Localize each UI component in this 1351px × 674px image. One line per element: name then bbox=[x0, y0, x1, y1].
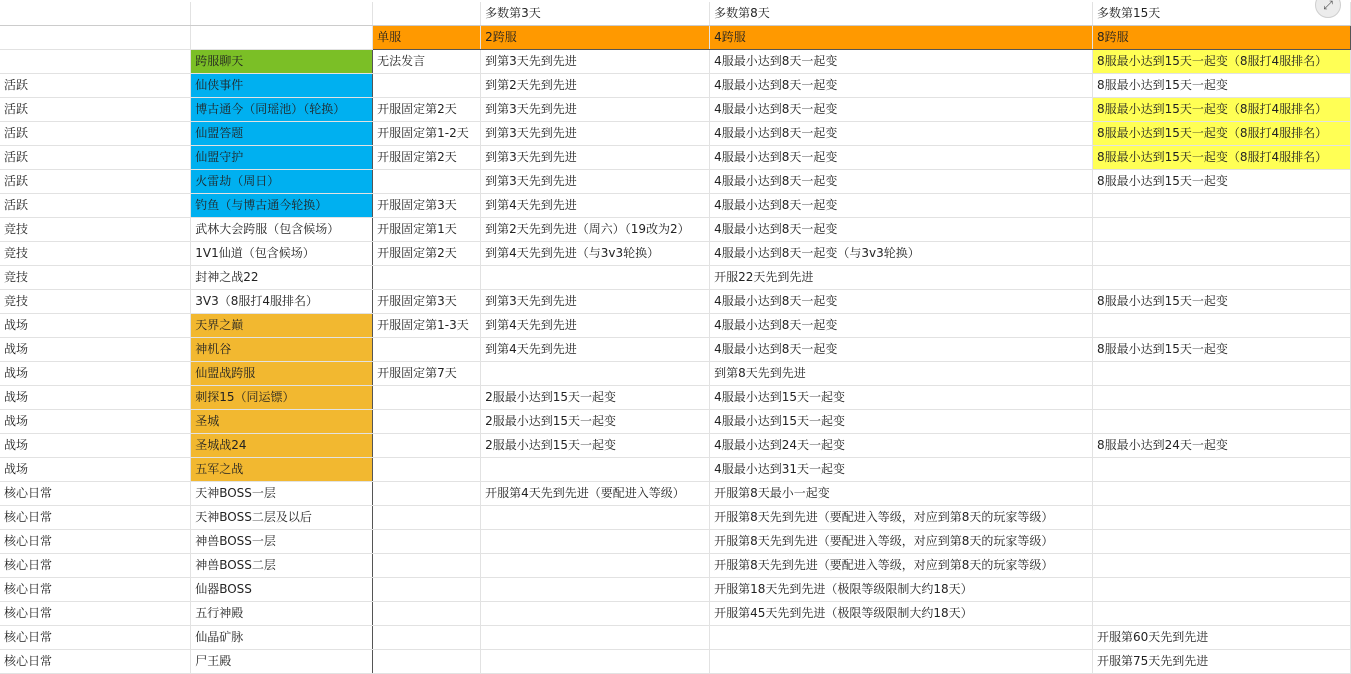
table-row bbox=[0, 530, 1351, 554]
table-row bbox=[0, 434, 1351, 458]
category-cell[interactable]: 活跃 bbox=[0, 194, 191, 218]
spreadsheet-grid bbox=[0, 2, 1351, 674]
cross2-cell[interactable]: 2服最小达到15天一起变 bbox=[481, 434, 710, 458]
activity-name-cell[interactable]: 天神BOSS一层 bbox=[191, 482, 373, 506]
single-server-cell[interactable]: 开服固定第2天 bbox=[373, 146, 481, 170]
activity-name-cell[interactable]: 封神之战22 bbox=[191, 266, 373, 290]
activity-name-cell[interactable]: 仙器BOSS bbox=[191, 578, 373, 602]
table-row bbox=[0, 650, 1351, 674]
category-cell[interactable]: 核心日常 bbox=[0, 626, 191, 650]
single-server-cell[interactable] bbox=[373, 458, 481, 482]
cross4-cell[interactable]: 4服最小达到8天一起变 bbox=[710, 74, 1093, 98]
table-row bbox=[0, 146, 1351, 170]
activity-name-cell[interactable]: 跨服聊天 bbox=[191, 50, 373, 74]
cross2-cell[interactable] bbox=[481, 530, 710, 554]
header-single-server[interactable]: 单服 bbox=[373, 26, 481, 50]
cross8-cell[interactable]: 8服最小达到15天一起变（8服打4服排名） bbox=[1093, 50, 1351, 74]
category-cell[interactable]: 战场 bbox=[0, 410, 191, 434]
cross4-cell[interactable]: 4服最小达到15天一起变 bbox=[710, 386, 1093, 410]
single-server-cell[interactable] bbox=[373, 530, 481, 554]
cross2-cell[interactable]: 2服最小达到15天一起变 bbox=[481, 386, 710, 410]
activity-name-cell[interactable]: 神兽BOSS一层 bbox=[191, 530, 373, 554]
category-cell[interactable]: 战场 bbox=[0, 386, 191, 410]
activity-name-cell[interactable]: 神兽BOSS二层 bbox=[191, 554, 373, 578]
cross4-cell[interactable]: 4服最小达到8天一起变 bbox=[710, 194, 1093, 218]
single-server-cell[interactable] bbox=[373, 554, 481, 578]
cross4-cell[interactable]: 开服第18天先到先进（极限等级限制大约18天） bbox=[710, 578, 1093, 602]
activity-name-cell[interactable]: 仙盟战跨服 bbox=[191, 362, 373, 386]
category-cell[interactable]: 竞技 bbox=[0, 242, 191, 266]
cross4-cell[interactable] bbox=[710, 650, 1093, 674]
cross2-cell[interactable] bbox=[481, 602, 710, 626]
cross2-cell[interactable]: 到第2天先到先进 bbox=[481, 74, 710, 98]
cross4-cell[interactable]: 开服第45天先到先进（极限等级限制大约18天） bbox=[710, 602, 1093, 626]
single-server-cell[interactable]: 开服固定第2天 bbox=[373, 98, 481, 122]
cross8-cell[interactable]: 开服第60天先到先进 bbox=[1093, 626, 1351, 650]
cross4-cell[interactable]: 4服最小达到8天一起变 bbox=[710, 50, 1093, 74]
cross2-cell[interactable]: 到第3天先到先进 bbox=[481, 290, 710, 314]
category-cell[interactable] bbox=[0, 50, 191, 74]
single-server-cell[interactable] bbox=[373, 650, 481, 674]
category-cell[interactable]: 核心日常 bbox=[0, 482, 191, 506]
activity-name-cell[interactable]: 神机谷 bbox=[191, 338, 373, 362]
table-row bbox=[0, 98, 1351, 122]
category-cell[interactable]: 活跃 bbox=[0, 122, 191, 146]
cross2-cell[interactable]: 到第4天先到先进 bbox=[481, 314, 710, 338]
activity-name-cell[interactable]: 仙盟守护 bbox=[191, 146, 373, 170]
cross4-cell[interactable]: 4服最小达到15天一起变 bbox=[710, 410, 1093, 434]
cross4-cell[interactable]: 4服最小达到8天一起变 bbox=[710, 218, 1093, 242]
category-cell[interactable]: 战场 bbox=[0, 434, 191, 458]
activity-name-cell[interactable]: 天界之巅 bbox=[191, 314, 373, 338]
header-cross2[interactable]: 2跨服 bbox=[481, 26, 710, 50]
cross4-cell[interactable]: 开服第8天先到先进（要配进入等级，对应到第8天的玩家等级） bbox=[710, 506, 1093, 530]
table-row bbox=[0, 506, 1351, 530]
cross8-cell[interactable]: 8服最小达到15天一起变 bbox=[1093, 290, 1351, 314]
cross8-cell[interactable] bbox=[1093, 410, 1351, 434]
single-server-cell[interactable]: 开服固定第1-3天 bbox=[373, 314, 481, 338]
activity-name-cell[interactable]: 刺探15（同运镖） bbox=[191, 386, 373, 410]
cell[interactable] bbox=[373, 2, 481, 26]
single-server-cell[interactable]: 开服固定第3天 bbox=[373, 290, 481, 314]
header-cross8[interactable]: 8跨服 bbox=[1093, 26, 1351, 50]
cross2-cell[interactable] bbox=[481, 506, 710, 530]
cross4-cell[interactable]: 4服最小达到8天一起变 bbox=[710, 122, 1093, 146]
cross8-cell[interactable] bbox=[1093, 458, 1351, 482]
activity-name-cell[interactable]: 天神BOSS二层及以后 bbox=[191, 506, 373, 530]
category-cell[interactable]: 战场 bbox=[0, 362, 191, 386]
activity-name-cell[interactable]: 1V1仙道（包含候场） bbox=[191, 242, 373, 266]
table-row bbox=[0, 290, 1351, 314]
sheet-body bbox=[0, 2, 1351, 674]
cross4-cell[interactable]: 开服22天先到先进 bbox=[710, 266, 1093, 290]
cross8-cell[interactable] bbox=[1093, 266, 1351, 290]
cross8-cell[interactable] bbox=[1093, 194, 1351, 218]
table-row bbox=[0, 194, 1351, 218]
cross2-cell[interactable]: 到第2天先到先进（周六）（19改为2） bbox=[481, 218, 710, 242]
cross8-cell[interactable] bbox=[1093, 578, 1351, 602]
category-cell[interactable]: 核心日常 bbox=[0, 506, 191, 530]
activity-name-cell[interactable]: 圣城 bbox=[191, 410, 373, 434]
phase-day3-cell[interactable]: 多数第3天 bbox=[481, 2, 710, 26]
cross8-cell[interactable] bbox=[1093, 506, 1351, 530]
category-cell[interactable]: 核心日常 bbox=[0, 602, 191, 626]
cross4-cell[interactable]: 开服第8天最小一起变 bbox=[710, 482, 1093, 506]
table-row bbox=[0, 122, 1351, 146]
category-cell[interactable]: 活跃 bbox=[0, 74, 191, 98]
category-cell[interactable]: 核心日常 bbox=[0, 650, 191, 674]
cross2-cell[interactable]: 开服第4天先到先进（要配进入等级） bbox=[481, 482, 710, 506]
cross4-cell[interactable]: 4服最小达到24天一起变 bbox=[710, 434, 1093, 458]
category-cell[interactable]: 活跃 bbox=[0, 98, 191, 122]
table-row bbox=[0, 554, 1351, 578]
table-row bbox=[0, 362, 1351, 386]
activity-name-cell[interactable]: 五军之战 bbox=[191, 458, 373, 482]
category-cell[interactable]: 竞技 bbox=[0, 290, 191, 314]
cell[interactable] bbox=[0, 26, 191, 50]
single-server-cell[interactable]: 开服固定第1天 bbox=[373, 218, 481, 242]
single-server-cell[interactable] bbox=[373, 386, 481, 410]
cross8-cell[interactable] bbox=[1093, 530, 1351, 554]
cross4-cell[interactable]: 4服最小达到8天一起变 bbox=[710, 338, 1093, 362]
table-row bbox=[0, 458, 1351, 482]
cross8-cell[interactable]: 8服最小达到15天一起变（8服打4服排名） bbox=[1093, 98, 1351, 122]
cross4-cell[interactable]: 开服第8天先到先进（要配进入等级，对应到第8天的玩家等级） bbox=[710, 554, 1093, 578]
cross8-cell[interactable]: 8服最小达到15天一起变（8服打4服排名） bbox=[1093, 122, 1351, 146]
single-server-cell[interactable] bbox=[373, 266, 481, 290]
table-row bbox=[0, 578, 1351, 602]
cross2-cell[interactable] bbox=[481, 626, 710, 650]
cross2-cell[interactable] bbox=[481, 650, 710, 674]
cross8-cell[interactable]: 8服最小达到15天一起变（8服打4服排名） bbox=[1093, 146, 1351, 170]
cross8-cell[interactable]: 开服第75天先到先进 bbox=[1093, 650, 1351, 674]
cross4-cell[interactable]: 开服第8天先到先进（要配进入等级，对应到第8天的玩家等级） bbox=[710, 530, 1093, 554]
single-server-cell[interactable] bbox=[373, 170, 481, 194]
cross8-cell[interactable] bbox=[1093, 554, 1351, 578]
single-server-cell[interactable] bbox=[373, 626, 481, 650]
cross2-cell[interactable]: 到第3天先到先进 bbox=[481, 50, 710, 74]
cross4-cell[interactable]: 4服最小达到8天一起变（与3v3轮换） bbox=[710, 242, 1093, 266]
single-server-cell[interactable]: 开服固定第2天 bbox=[373, 242, 481, 266]
cell[interactable] bbox=[0, 2, 191, 26]
cross2-cell[interactable]: 到第3天先到先进 bbox=[481, 170, 710, 194]
cross8-cell[interactable] bbox=[1093, 242, 1351, 266]
cell[interactable] bbox=[191, 26, 373, 50]
category-cell[interactable]: 竞技 bbox=[0, 266, 191, 290]
activity-name-cell[interactable]: 仙侠事件 bbox=[191, 74, 373, 98]
cross8-cell[interactable] bbox=[1093, 218, 1351, 242]
single-server-cell[interactable] bbox=[373, 602, 481, 626]
cross8-cell[interactable]: 8服最小达到15天一起变 bbox=[1093, 338, 1351, 362]
single-server-cell[interactable] bbox=[373, 410, 481, 434]
single-server-cell[interactable]: 开服固定第1-2天 bbox=[373, 122, 481, 146]
category-cell[interactable]: 竞技 bbox=[0, 218, 191, 242]
table-row bbox=[0, 242, 1351, 266]
activity-name-cell[interactable]: 博古通今（同瑶池）（轮换） bbox=[191, 98, 373, 122]
table-row bbox=[0, 482, 1351, 506]
cross2-cell[interactable] bbox=[481, 554, 710, 578]
single-server-cell[interactable] bbox=[373, 338, 481, 362]
category-cell[interactable]: 活跃 bbox=[0, 170, 191, 194]
activity-name-cell[interactable]: 尸王殿 bbox=[191, 650, 373, 674]
phase-day15-cell[interactable]: 多数第15天 bbox=[1093, 2, 1351, 26]
cross4-cell[interactable]: 4服最小达到8天一起变 bbox=[710, 146, 1093, 170]
activity-name-cell[interactable]: 五行神殿 bbox=[191, 602, 373, 626]
category-cell[interactable]: 战场 bbox=[0, 314, 191, 338]
table-row bbox=[0, 314, 1351, 338]
cross2-cell[interactable]: 到第3天先到先进 bbox=[481, 98, 710, 122]
activity-name-cell[interactable]: 仙晶矿脉 bbox=[191, 626, 373, 650]
activity-name-cell[interactable]: 仙盟答题 bbox=[191, 122, 373, 146]
cross4-cell[interactable]: 4服最小达到8天一起变 bbox=[710, 98, 1093, 122]
header-server-row bbox=[0, 26, 1351, 50]
header-cross4[interactable]: 4跨服 bbox=[710, 26, 1093, 50]
table-row bbox=[0, 266, 1351, 290]
cross8-cell[interactable]: 8服最小达到15天一起变 bbox=[1093, 74, 1351, 98]
cross4-cell[interactable]: 4服最小达到31天一起变 bbox=[710, 458, 1093, 482]
header-phase-row bbox=[0, 2, 1351, 26]
table-row bbox=[0, 50, 1351, 74]
table-row bbox=[0, 626, 1351, 650]
phase-day8-cell[interactable]: 多数第8天 bbox=[710, 2, 1093, 26]
cross2-cell[interactable]: 到第3天先到先进 bbox=[481, 122, 710, 146]
cross8-cell[interactable] bbox=[1093, 386, 1351, 410]
single-server-cell[interactable] bbox=[373, 482, 481, 506]
cross2-cell[interactable] bbox=[481, 458, 710, 482]
expand-icon[interactable]: ⤢ bbox=[1315, 0, 1341, 18]
activity-name-cell[interactable]: 火雷劫（周日） bbox=[191, 170, 373, 194]
cross2-cell[interactable]: 到第4天先到先进 bbox=[481, 194, 710, 218]
cross4-cell[interactable]: 4服最小达到8天一起变 bbox=[710, 314, 1093, 338]
cross2-cell[interactable]: 到第4天先到先进 bbox=[481, 338, 710, 362]
cross8-cell[interactable] bbox=[1093, 482, 1351, 506]
activity-name-cell[interactable]: 钓鱼（与博古通今轮换） bbox=[191, 194, 373, 218]
cross8-cell[interactable] bbox=[1093, 314, 1351, 338]
cross2-cell[interactable]: 到第4天先到先进（与3v3轮换） bbox=[481, 242, 710, 266]
category-cell[interactable]: 核心日常 bbox=[0, 530, 191, 554]
single-server-cell[interactable] bbox=[373, 578, 481, 602]
table-row bbox=[0, 74, 1351, 98]
cross2-cell[interactable]: 到第3天先到先进 bbox=[481, 146, 710, 170]
table-row bbox=[0, 170, 1351, 194]
cross4-cell[interactable] bbox=[710, 626, 1093, 650]
category-cell[interactable]: 战场 bbox=[0, 338, 191, 362]
category-cell[interactable]: 战场 bbox=[0, 458, 191, 482]
category-cell[interactable]: 核心日常 bbox=[0, 554, 191, 578]
cross2-cell[interactable] bbox=[481, 578, 710, 602]
category-cell[interactable]: 核心日常 bbox=[0, 578, 191, 602]
activity-name-cell[interactable]: 圣城战24 bbox=[191, 434, 373, 458]
table-row bbox=[0, 602, 1351, 626]
single-server-cell[interactable]: 无法发言 bbox=[373, 50, 481, 74]
category-cell[interactable]: 活跃 bbox=[0, 146, 191, 170]
table-row bbox=[0, 218, 1351, 242]
activity-name-cell[interactable]: 武林大会跨服（包含候场） bbox=[191, 218, 373, 242]
single-server-cell[interactable]: 开服固定第3天 bbox=[373, 194, 481, 218]
cross4-cell[interactable]: 到第8天先到先进 bbox=[710, 362, 1093, 386]
single-server-cell[interactable] bbox=[373, 506, 481, 530]
single-server-cell[interactable]: 开服固定第7天 bbox=[373, 362, 481, 386]
table-row bbox=[0, 338, 1351, 362]
table-row bbox=[0, 410, 1351, 434]
cell[interactable] bbox=[191, 2, 373, 26]
cross8-cell[interactable]: 8服最小达到15天一起变 bbox=[1093, 170, 1351, 194]
cross4-cell[interactable]: 4服最小达到8天一起变 bbox=[710, 290, 1093, 314]
activity-name-cell[interactable]: 3V3（8服打4服排名） bbox=[191, 290, 373, 314]
cross2-cell[interactable] bbox=[481, 266, 710, 290]
cross4-cell[interactable]: 4服最小达到8天一起变 bbox=[710, 170, 1093, 194]
single-server-cell[interactable] bbox=[373, 434, 481, 458]
table-row bbox=[0, 386, 1351, 410]
cross2-cell[interactable]: 2服最小达到15天一起变 bbox=[481, 410, 710, 434]
cross2-cell[interactable] bbox=[481, 362, 710, 386]
cross8-cell[interactable] bbox=[1093, 362, 1351, 386]
single-server-cell[interactable] bbox=[373, 74, 481, 98]
cross8-cell[interactable] bbox=[1093, 602, 1351, 626]
cross8-cell[interactable]: 8服最小达到24天一起变 bbox=[1093, 434, 1351, 458]
